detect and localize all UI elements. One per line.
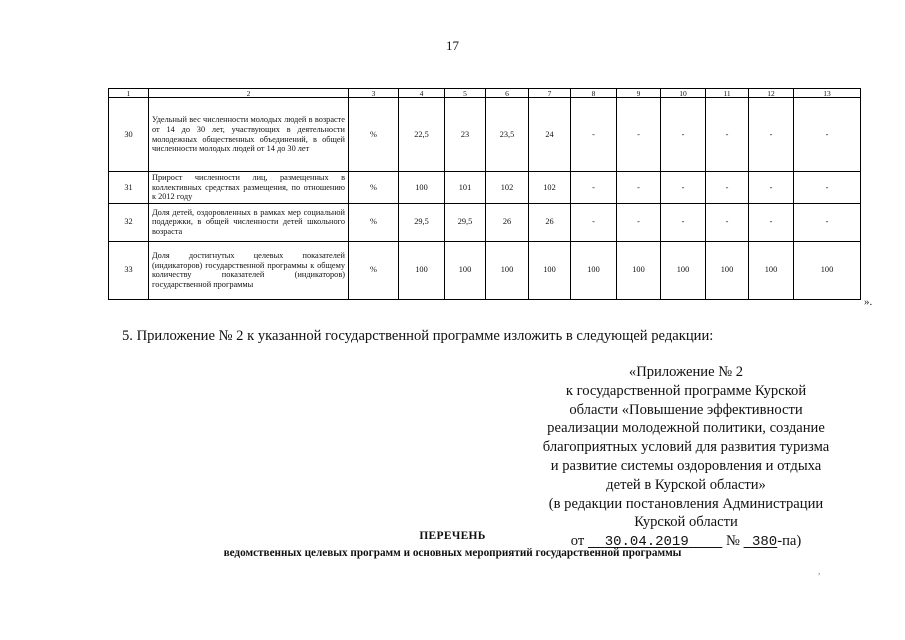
value-cell: 100 bbox=[399, 172, 445, 204]
list-title: ПЕРЕЧЕНЬ bbox=[419, 530, 486, 542]
column-header: 3 bbox=[349, 89, 399, 98]
column-header: 9 bbox=[617, 89, 661, 98]
column-header: 5 bbox=[445, 89, 486, 98]
value-cell: 100 bbox=[529, 241, 571, 299]
value-cell: 22,5 bbox=[399, 98, 445, 172]
row-number-cell: 33 bbox=[109, 241, 149, 299]
column-header: 11 bbox=[706, 89, 749, 98]
column-header: 13 bbox=[794, 89, 861, 98]
value-cell: - bbox=[749, 172, 794, 204]
table-row bbox=[109, 98, 861, 172]
value-cell: 100 bbox=[794, 241, 861, 299]
row-number-cell: 32 bbox=[109, 203, 149, 241]
value-cell: 29,5 bbox=[399, 203, 445, 241]
closing-quote: ». bbox=[864, 296, 873, 308]
appendix-line: благоприятных условий для развития туризма bbox=[542, 439, 830, 456]
column-header: 1 bbox=[109, 89, 149, 98]
value-cell: - bbox=[794, 203, 861, 241]
column-header: 7 bbox=[529, 89, 571, 98]
value-cell: - bbox=[617, 203, 661, 241]
value-cell: - bbox=[617, 172, 661, 204]
number-prefix: № bbox=[726, 533, 740, 550]
appendix-line: области «Повышение эффективности bbox=[569, 401, 803, 418]
value-cell: - bbox=[661, 98, 706, 172]
list-subtitle: ведомственных целевых программ и основных мероприятий государственной программы bbox=[223, 547, 682, 559]
date-prefix: от bbox=[570, 533, 585, 550]
value-cell: 26 bbox=[486, 203, 529, 241]
value-cell: - bbox=[749, 98, 794, 172]
table-row bbox=[109, 203, 861, 241]
value-cell: - bbox=[661, 203, 706, 241]
column-header: 2 bbox=[149, 89, 349, 98]
unit-cell: % bbox=[349, 241, 399, 299]
value-cell: 102 bbox=[529, 172, 571, 204]
scan-speck: , bbox=[818, 566, 821, 576]
value-cell: - bbox=[617, 98, 661, 172]
indicator-description-cell: Прирост численности лиц, размещенных в коллективных средствах размещения, по отношению к 2012 году bbox=[149, 172, 349, 204]
unit-cell: % bbox=[349, 98, 399, 172]
indicator-description-cell: Доля достигнутых целевых показателей (индикаторов) государственной программы к общему количеству показателей (индикаторов) государственной программы bbox=[149, 241, 349, 299]
indicator-description-cell: Удельный вес численности молодых людей в возрасте от 14 до 30 лет, участвующих в деятельности молодежных общественных объединений, в общей численности молодых людей от 14 до 30 лет bbox=[149, 98, 349, 172]
value-cell: 26 bbox=[529, 203, 571, 241]
value-cell: 100 bbox=[571, 241, 617, 299]
appendix-line: реализации молодежной политики, создание bbox=[547, 420, 825, 437]
value-cell: 100 bbox=[486, 241, 529, 299]
unit-cell: % bbox=[349, 203, 399, 241]
value-cell: - bbox=[571, 172, 617, 204]
indicator-description-cell: Доля детей, оздоровленных в рамках мер социальной поддержки, в общей численности детей школьного возраста bbox=[149, 203, 349, 241]
indicators-table bbox=[108, 88, 861, 300]
value-cell: 23 bbox=[445, 98, 486, 172]
unit-cell: % bbox=[349, 172, 399, 204]
table-row bbox=[109, 241, 861, 299]
page-number: 17 bbox=[446, 38, 459, 53]
table-header-row bbox=[109, 89, 861, 98]
value-cell: 100 bbox=[617, 241, 661, 299]
value-cell: - bbox=[706, 172, 749, 204]
column-header: 6 bbox=[486, 89, 529, 98]
appendix-line: детей в Курской области» bbox=[606, 476, 766, 493]
amendment-instruction: 5. Приложение № 2 к указанной государственной программе изложить в следующей редакции: bbox=[122, 328, 714, 344]
row-number-cell: 30 bbox=[109, 98, 149, 172]
value-cell: 29,5 bbox=[445, 203, 486, 241]
value-cell: 100 bbox=[749, 241, 794, 299]
number-suffix: -па) bbox=[777, 533, 802, 550]
value-cell: 100 bbox=[661, 241, 706, 299]
appendix-line: Курской области bbox=[634, 514, 738, 531]
column-header: 12 bbox=[749, 89, 794, 98]
value-cell: 102 bbox=[486, 172, 529, 204]
row-number-cell: 31 bbox=[109, 172, 149, 204]
column-header: 10 bbox=[661, 89, 706, 98]
appendix-header-block bbox=[508, 363, 864, 552]
table-row bbox=[109, 172, 861, 204]
value-cell: 100 bbox=[399, 241, 445, 299]
value-cell: - bbox=[706, 203, 749, 241]
value-cell: 101 bbox=[445, 172, 486, 204]
value-cell: 100 bbox=[445, 241, 486, 299]
value-cell: - bbox=[661, 172, 706, 204]
value-cell: - bbox=[749, 203, 794, 241]
value-cell: - bbox=[571, 98, 617, 172]
appendix-line: к государственной программе Курской bbox=[565, 382, 807, 399]
appendix-line: (в редакции постановления Администрации bbox=[548, 495, 824, 512]
appendix-line: «Приложение № 2 bbox=[628, 364, 744, 380]
value-cell: - bbox=[571, 203, 617, 241]
appendix-line: и развитие системы оздоровления и отдыха bbox=[550, 457, 822, 474]
value-cell: 23,5 bbox=[486, 98, 529, 172]
date-value: 30.04.2019 bbox=[604, 534, 689, 551]
value-cell: - bbox=[706, 98, 749, 172]
value-cell: - bbox=[794, 98, 861, 172]
column-header: 8 bbox=[571, 89, 617, 98]
value-cell: 24 bbox=[529, 98, 571, 172]
column-header: 4 bbox=[399, 89, 445, 98]
value-cell: 100 bbox=[706, 241, 749, 299]
number-value: 380 bbox=[752, 534, 778, 551]
value-cell: - bbox=[794, 172, 861, 204]
